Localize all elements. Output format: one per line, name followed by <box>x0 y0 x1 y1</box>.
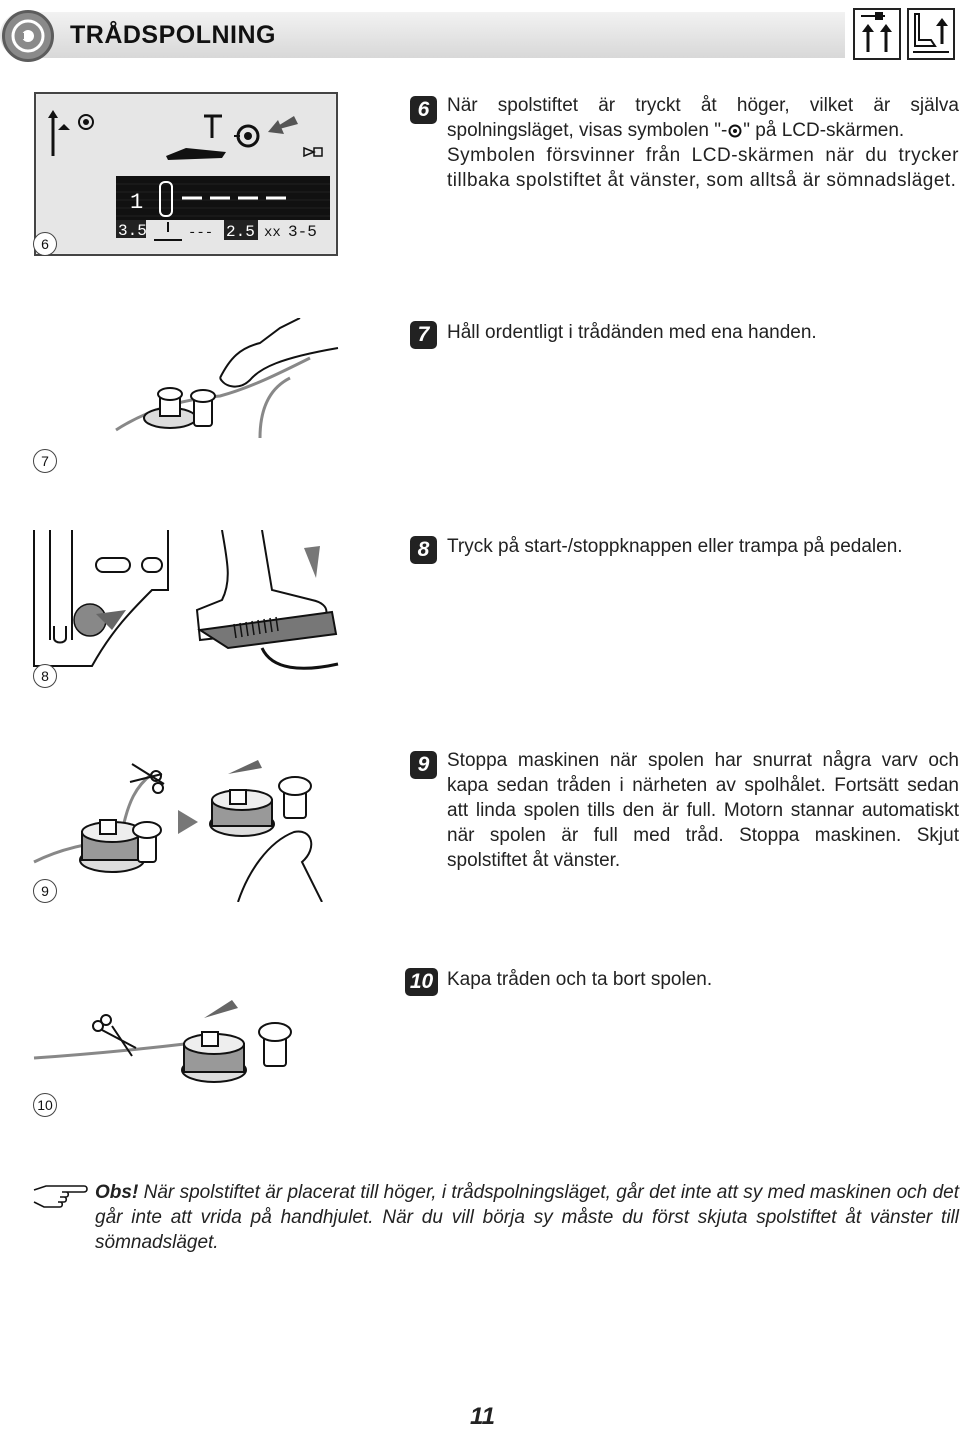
svg-text:---: --- <box>188 225 214 241</box>
pointing-hand-icon <box>32 1180 88 1210</box>
step-number-9: 9 <box>410 751 437 779</box>
step-number-10: 10 <box>405 968 438 996</box>
step-9-text: Stoppa maskinen när spolen har snurrat några varv och kapa sedan tråden i närheten av spolhålet. Fortsätt sedan att linda spolen tills den är full. Motorn stannar automatiskt när spolen är full med tråd. Stoppa maskinen. Skjut spolstiftet åt vänster. <box>447 750 959 871</box>
step-8-text: Tryck på start-/stoppknappen eller trampa på pedalen. <box>447 536 903 557</box>
note-body: När spolstiftet är placerat till höger, i trådspolningsläget, går det inte att sy med maskinen och det går inte att vrida på handhjulet. När du vill börja sy måste du först skjuta spolstiftet åt vänster till sömnadsläget. <box>95 1182 959 1253</box>
step-number-7: 7 <box>410 321 437 349</box>
lcd-number: 1 <box>130 190 144 215</box>
figure-label-10: 10 <box>33 1093 57 1117</box>
lcd-right-value: 2.5 <box>226 223 255 241</box>
figure-label-7: 7 <box>33 449 57 473</box>
figure-label-8: 8 <box>33 664 57 688</box>
step-number-8: 8 <box>410 536 437 564</box>
note-text <box>95 1180 959 1255</box>
lcd-range: 3-5 <box>288 223 317 241</box>
presser-foot-up-icon <box>907 8 955 60</box>
page-header <box>0 8 960 64</box>
needle-up-arrows-icon <box>853 8 901 60</box>
page-number: 11 <box>470 1403 495 1430</box>
figure-pedal <box>32 530 340 690</box>
figure-hold-thread <box>110 318 340 438</box>
lcd-figure <box>34 92 338 256</box>
step-10-text: Kapa tråden och ta bort spolen. <box>447 969 713 990</box>
step-7-text: Håll ordentligt i trådänden med ena handen. <box>447 322 817 343</box>
step-number-6: 6 <box>410 96 437 124</box>
bobbin-icon <box>727 120 743 134</box>
figure-label-9: 9 <box>33 879 57 903</box>
svg-text:xx: xx <box>264 225 281 241</box>
figure-label-6: 6 <box>33 232 57 256</box>
step-6-text <box>447 93 959 193</box>
note-label: Obs! <box>95 1182 139 1203</box>
figure-cut-thread-bobbin <box>32 752 340 902</box>
figure-remove-bobbin <box>32 996 302 1092</box>
step-6-text-c: Symbolen försvinner från LCD-skärmen när du trycker tillbaka spolstiftet åt vänster, som alltså är sömnadsläget. <box>447 145 959 191</box>
step-6-text-b: " på LCD-skärmen. <box>743 120 905 141</box>
sewing-machine-round-icon <box>2 10 54 62</box>
page-title: TRÅDSPOLNING <box>70 21 276 49</box>
lcd-left-value: 3.5 <box>118 222 147 240</box>
step-6-text-a: När spolstiftet är tryckt åt höger, vilket är själva spolningsläget, visas symbolen "- <box>447 95 959 141</box>
